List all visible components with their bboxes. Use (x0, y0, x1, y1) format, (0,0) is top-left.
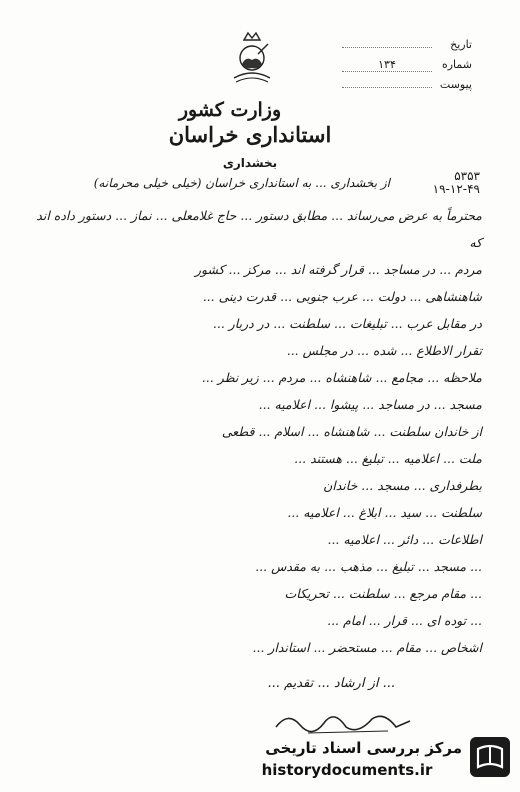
date-label: تاریخ (450, 38, 472, 51)
body-line: ... مقام مرجع ... سلطنت ... تحریکات (284, 586, 482, 601)
archive-watermark (228, 735, 512, 787)
body-line: محترماً به عرض می‌رساند ... مطابق دستور ... حاج غلامعلی ... نماز ... دستور داده اند که (36, 208, 482, 250)
division-name: بخشداری (222, 156, 278, 170)
number-field (322, 58, 472, 72)
body-line: مردم ... در مساجد ... قرار گرفته اند ... مرکز ... کشور (194, 262, 482, 277)
ministry-name: وزارت کشور (178, 99, 282, 121)
closing-line: ... از ارشاد ... تقدیم ... (267, 676, 395, 691)
letter-body (34, 202, 482, 661)
body-line: در مقابل عرب ... تبلیغات ... سلطنت ... در دربار ... (212, 316, 482, 331)
office-name: استانداری خراسان (168, 122, 332, 147)
body-line: ملت ... اعلامیه ... تبلیغ ... هستند ... (294, 451, 482, 466)
archive-name: مرکز بررسی اسناد تاریخی (265, 739, 462, 757)
body-line: از خاندان سلطنت ... شاهنشاه ... اسلام ... قطعی (221, 424, 482, 439)
subject-line: از بخشداری ... به استانداری خراسان (خیلی خیلی محرمانه) (93, 176, 390, 190)
body-line: اطلاعات ... دائر ... اعلامیه ... (327, 532, 482, 547)
body-line: بطرفداری ... مسجد ... خاندان (323, 478, 482, 493)
date-field (322, 38, 472, 51)
date-value (342, 47, 432, 48)
body-line: مسجد ... در مساجد ... پیشوا ... اعلامیه ... (258, 397, 482, 412)
body-line: اشخاص ... مقام ... مستحضر ... استاندار ... (252, 640, 482, 655)
body-line: ملاحظه ... مجامع ... شاهنشاه ... مردم ... زیر نظر ... (201, 370, 482, 385)
body-line: تقرار الاطلاع ... شده ... در مجلس ... (286, 343, 482, 358)
number-value: ۱۳۴ (342, 58, 432, 72)
body-line: سلطنت ... سید ... ابلاغ ... اعلامیه ... (287, 505, 482, 520)
attachment-field (322, 78, 472, 91)
body-line: شاهنشاهی ... دولت ... عرب جنوبی ... قدرت دینی ... (202, 289, 482, 304)
attachment-value (342, 87, 432, 88)
number-label: شماره (441, 58, 472, 71)
body-line: ... مسجد ... تبلیغ ... مذهب ... به مقدس ... (255, 559, 482, 574)
signature-scribble (268, 705, 418, 739)
attachment-label: پیوست (439, 78, 472, 91)
document-code (433, 170, 480, 196)
document-code-date: ۱۹-۱۲-۴۹ (432, 182, 480, 196)
lion-and-sun-emblem-icon (228, 30, 276, 88)
body-line: ... توده ای ... قرار ... امام ... (327, 613, 482, 628)
book-logo-icon (468, 735, 512, 779)
archive-url[interactable]: historydocuments.ir (261, 761, 433, 779)
document-code-number: ۵۳۵۳ (454, 169, 480, 183)
